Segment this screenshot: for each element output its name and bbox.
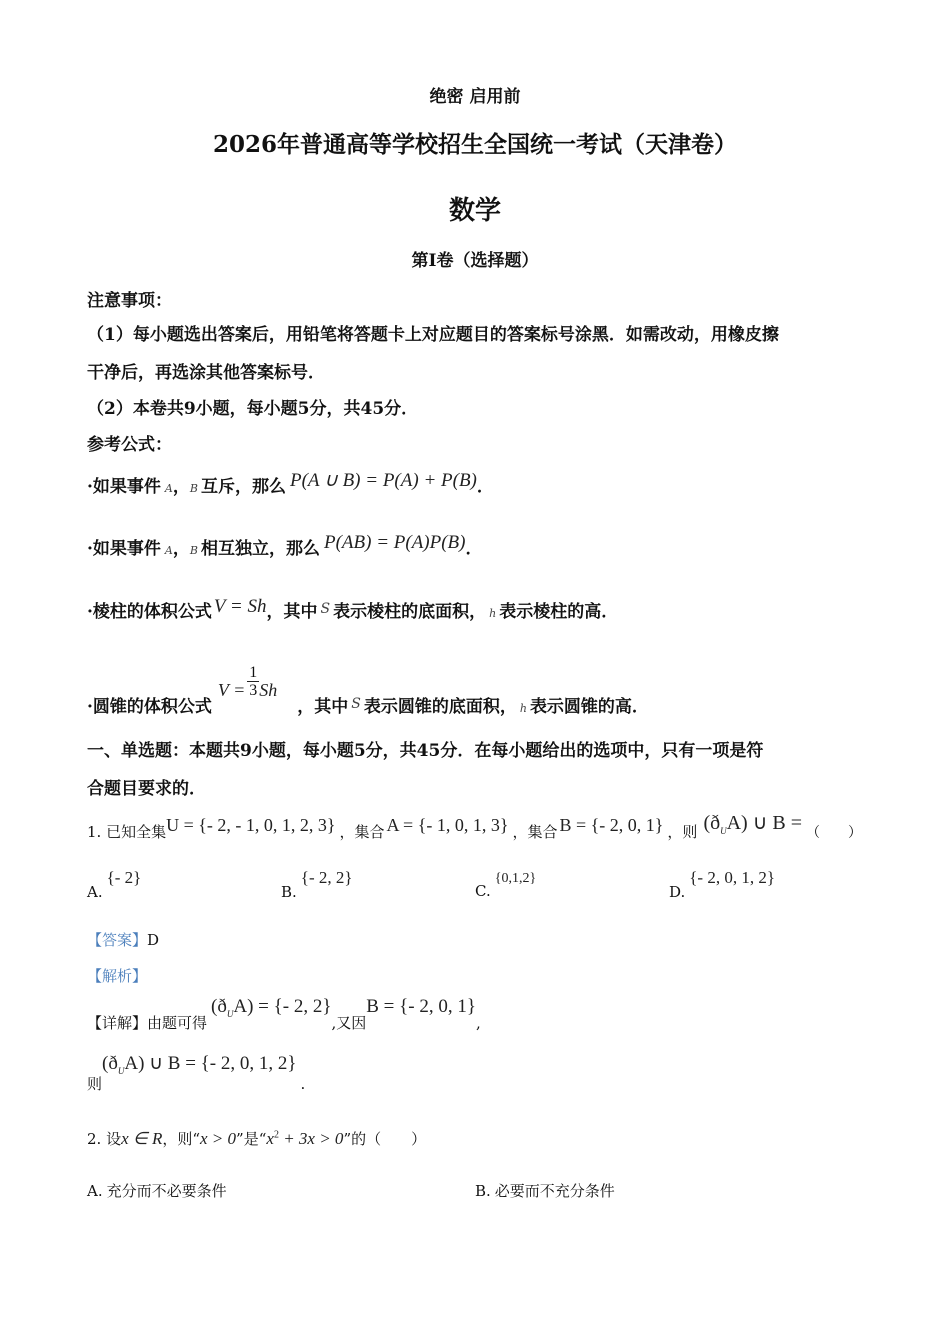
q2-option-a-value: 充分而不必要条件 <box>106 1182 227 1200</box>
q1-detail-math-2: B = {- 2, 0, 1} <box>366 996 476 1017</box>
q1-answer-tag: 【答案】 <box>87 931 148 949</box>
q1-option-b-label: B. <box>281 883 297 901</box>
q2-text-1: ，则“ <box>162 1130 201 1148</box>
q1-set-a: A = {- 1, 0, 1, 3} <box>386 815 509 835</box>
formula-4-fraction <box>247 664 259 699</box>
q1-detail-complement-sub: U <box>226 1008 234 1019</box>
formula-2-math: P(AB) = P(A)P(B) <box>323 532 466 553</box>
section-1-line-1: 一、单选题：本题共9小题，每小题5分，共45分．在每小题给出的选项中，只有一项是符 <box>87 741 764 761</box>
q1-option-d-label: D. <box>669 883 686 901</box>
notes-heading: 注意事项： <box>87 291 172 311</box>
q1-then: 则 <box>87 1075 103 1093</box>
formulas-heading: 参考公式： <box>87 435 172 455</box>
formula-4-h: h <box>519 702 527 715</box>
q1-sep-3: ，则 <box>667 823 698 841</box>
q1-set-b: B = {- 2, 0, 1} <box>559 815 664 835</box>
formula-2-pre: ·如果事件 <box>87 539 161 559</box>
q1-option-c[interactable] <box>475 868 537 900</box>
formula-4-pre: ·圆锥的体积公式 <box>87 697 212 717</box>
formula-3-math: V = Sh <box>213 596 267 617</box>
q1-union: A) ∪ B = <box>726 812 802 834</box>
formula-2-mid: 相互独立，那么 <box>200 539 320 559</box>
q1-detail-mid: ,又因 <box>331 1014 367 1032</box>
question-2-stem <box>87 1128 426 1149</box>
q1-option-b[interactable] <box>281 868 353 901</box>
formula-mutually-exclusive <box>87 472 494 498</box>
q1-option-d-value: {- 2, 0, 1, 2} <box>689 868 775 887</box>
q1-option-a[interactable] <box>87 868 142 901</box>
formula-3-end: 表示棱柱的高． <box>499 602 619 622</box>
formula-1-end: ． <box>476 477 494 497</box>
q1-conclusion <box>87 1052 306 1093</box>
formula-3-h: h <box>489 607 497 620</box>
q2-math-1: x ∈ R <box>121 1129 163 1148</box>
formula-4-s: S <box>351 696 361 712</box>
formula-3-mid1: ，其中 <box>266 602 318 622</box>
formula-4-end: 表示圆锥的高． <box>529 697 649 717</box>
q1-conclusion-complement-sub: U <box>117 1065 125 1076</box>
formula-4-mid1: ，其中 <box>297 697 349 717</box>
q1-conclusion-end: . <box>300 1075 306 1093</box>
formula-4-sh: Sh <box>259 680 278 700</box>
q2-option-b-label: B. <box>475 1182 491 1200</box>
formula-1-event-b: B <box>189 482 198 495</box>
formula-1-mid: 互斥，那么 <box>200 477 286 497</box>
formula-4-numerator: 1 <box>249 664 258 681</box>
q1-detail-math-1 <box>211 996 331 1017</box>
q1-detail-end: , <box>475 1014 481 1032</box>
q1-universal-set: U = {- 2, - 1, 0, 1, 2, 3} <box>166 815 336 835</box>
q1-option-c-label: C. <box>475 882 491 900</box>
q2-math-3 <box>266 1129 343 1148</box>
q2-math-3-x: x <box>266 1129 274 1148</box>
q1-pre: 1. 已知全集 <box>87 823 167 841</box>
formula-3-mid2: 表示棱柱的底面积， <box>333 602 487 622</box>
formula-3-s: S <box>320 601 331 617</box>
q2-math-3-sup: 2 <box>273 1129 279 1141</box>
formula-2-event-b: B <box>189 544 198 557</box>
q1-detail-tag: 【详解】 <box>87 1014 148 1032</box>
exam-title: 2026年普通高等学校招生全国统一考试（天津卷） <box>212 131 737 158</box>
q1-sep-2: ，集合 <box>512 823 558 841</box>
q1-option-b-value: {- 2, 2} <box>300 868 353 887</box>
q1-analysis-tag: 【解析】 <box>87 967 148 985</box>
q2-option-b[interactable] <box>475 1180 615 1201</box>
q1-sep-1: ，集合 <box>339 823 385 841</box>
q2-math-3-rest: + 3x > 0 <box>278 1129 344 1148</box>
formula-2-event-a: A <box>164 544 173 557</box>
q1-complement: (ð <box>703 812 721 834</box>
q1-conclusion-complement: (ð <box>102 1053 118 1074</box>
q1-option-c-value: {0,1,2} <box>494 871 537 886</box>
q1-conclusion-math <box>102 1053 297 1074</box>
formula-2-end: ． <box>465 539 483 559</box>
q2-text-3: ”的（ ） <box>343 1130 427 1148</box>
q2-pre: 2. 设 <box>87 1130 122 1148</box>
q2-option-a[interactable] <box>87 1180 227 1201</box>
q1-complement-sub: U <box>720 826 727 836</box>
q2-option-b-value: 必要而不充分条件 <box>494 1182 615 1200</box>
formula-cone-volume <box>87 660 649 717</box>
q1-option-a-label: A. <box>87 883 103 901</box>
formula-1-math: P(A ∪ B) = P(A) + P(B) <box>289 470 477 491</box>
confidential-label: 绝密 启用前 <box>429 87 521 107</box>
question-1-stem <box>87 812 862 844</box>
q1-detail-complement: (ð <box>211 996 227 1017</box>
note-1-line-2: 干净后，再选涂其他答案标号． <box>87 363 325 383</box>
q1-detail <box>87 996 481 1032</box>
q2-text-2: ”是“ <box>236 1130 267 1148</box>
formula-prism-volume <box>87 597 618 623</box>
formula-2-comma: ， <box>172 539 190 559</box>
formula-3-pre: ·棱柱的体积公式 <box>87 602 212 622</box>
formula-4-v: V = <box>217 680 246 700</box>
q2-option-a-label: A. <box>87 1182 103 1200</box>
subject-title: 数学 <box>448 196 501 226</box>
formula-4-denominator: 3 <box>249 682 258 699</box>
section-1-line-2: 合题目要求的． <box>87 779 206 799</box>
q1-option-a-value: {- 2} <box>106 868 142 887</box>
note-1-line-1: （1）每小题选出答案后，用铅笔将答题卡上对应题目的答案标号涂黑．如需改动，用橡皮擦 <box>87 325 779 345</box>
q2-math-2: x > 0 <box>200 1129 237 1148</box>
q1-detail-text: 由题可得 <box>147 1014 208 1032</box>
volume-title: 第I卷（选择题） <box>411 251 539 271</box>
q1-answer-paren: （ ） <box>805 825 862 841</box>
formula-independent <box>87 534 483 560</box>
q1-conclusion-result: A) ∪ B = {- 2, 0, 1, 2} <box>124 1053 297 1074</box>
formula-1-event-a: A <box>164 482 173 495</box>
formula-4-mid2: 表示圆锥的底面积， <box>363 697 517 717</box>
q1-answer-value: D <box>147 931 160 949</box>
q1-option-d[interactable] <box>669 868 775 901</box>
formula-1-comma: ， <box>172 477 190 497</box>
q1-detail-result: A) = {- 2, 2} <box>233 996 332 1017</box>
note-2: （2）本卷共9小题，每小题5分，共45分． <box>87 399 419 419</box>
q1-answer <box>87 929 159 950</box>
q1-expression <box>703 812 802 834</box>
formula-1-pre: ·如果事件 <box>87 477 161 497</box>
